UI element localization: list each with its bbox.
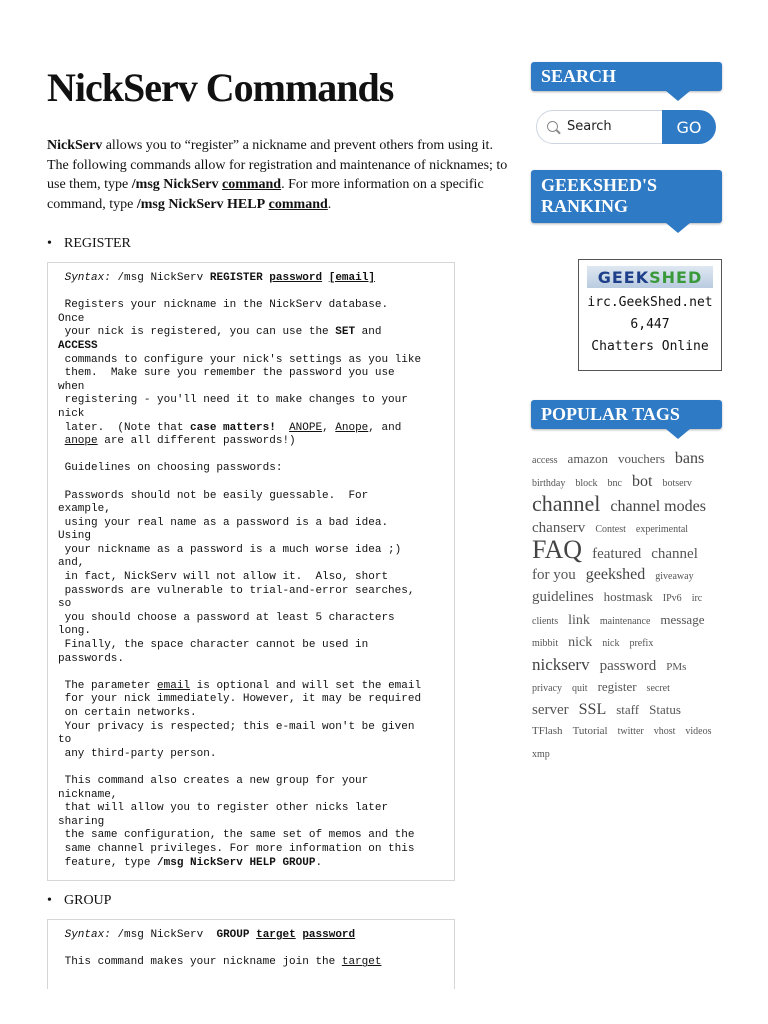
syntax-arg-email: [email] — [328, 272, 375, 284]
tag-link[interactable]: nick — [602, 638, 620, 649]
tag-link[interactable]: IPv6 — [662, 593, 682, 604]
ranking-heading: GEEKSHED'S RANKING — [531, 170, 722, 223]
syntax-cmd: /msg NickServ — [117, 929, 204, 942]
search-heading: SEARCH — [531, 62, 722, 91]
register-text-1: Registers your nickname in the NickServ database. Once your nick is registered, you can use the — [58, 299, 389, 339]
text-and: and — [355, 326, 382, 339]
register-text-4: is optional and will set the email for your nick immediately. However, it may be required on certain networks. Your privacy is respected; this e-mail won't be given to any third-party person. This command also creates a new group for your nickname, that will allow you to register other nicks later sharing the same configuration, the same set of memos and the same channel privileges. For more information on this feature, type — [58, 679, 422, 869]
intro-cmd: /msg NickServ — [131, 177, 219, 192]
case-matters: case matters! — [190, 421, 276, 434]
tag-link[interactable]: twitter — [617, 726, 644, 737]
tag-link[interactable]: vhost — [653, 726, 676, 737]
tag-link[interactable]: server — [532, 701, 569, 718]
intro-end: . — [327, 196, 332, 212]
tag-link[interactable]: block — [575, 477, 598, 489]
tag-link[interactable]: chanserv — [532, 519, 586, 536]
intro-text-2: . For more information on a specific command, type — [47, 177, 484, 212]
go-button[interactable]: GO — [662, 110, 716, 144]
tag-link[interactable]: link — [568, 612, 590, 628]
intro-command-link[interactable]: command — [221, 177, 282, 192]
tag-link[interactable]: giveaway — [655, 570, 694, 582]
register-text-3: are all different passwords!) Guidelines on choosing passwords: Passwords should not be easily guessable. For example, using your real name as a password is a bad idea. Using your nickname as a password is a much worse idea ;) and, in fact, NickServ will not allow it. Also, short passwords are vulnerable to trial-and-error searches, so you should choose a password at least 5 characters long. Finally, the space character cannot be used in passwords. The parameter — [58, 435, 415, 692]
anope-1: ANOPE — [289, 421, 323, 434]
syntax-arg-password: password — [269, 272, 323, 284]
ranking-host: irc.GeekShed.net — [587, 295, 713, 310]
tag-link[interactable]: geekshed — [585, 565, 646, 583]
tag-link[interactable]: vouchers — [617, 451, 665, 466]
register-end: . — [315, 856, 323, 869]
main-content — [47, 62, 517, 989]
section-register-heading: • REGISTER — [47, 236, 131, 251]
syntax-label: Syntax: — [64, 929, 111, 942]
tag-link[interactable]: bnc — [607, 477, 622, 489]
section-name: GROUP — [64, 893, 112, 909]
tag-link[interactable]: hostmask — [603, 589, 653, 604]
tag-link[interactable]: Contest — [595, 523, 626, 535]
tag-link[interactable]: PMs — [666, 660, 687, 673]
email-param: email — [157, 679, 191, 692]
ranking-count: 6,447 — [630, 317, 670, 332]
search-widget — [531, 62, 722, 91]
tag-link[interactable]: bot — [632, 472, 653, 490]
tag-link[interactable]: quit — [572, 683, 588, 694]
intro-command-link-2[interactable]: command — [268, 196, 328, 212]
tag-link[interactable]: FAQ — [532, 535, 583, 564]
tag-link[interactable]: experimental — [635, 523, 689, 535]
tag-link[interactable]: botserv — [662, 477, 692, 489]
tag-link[interactable]: irc — [691, 593, 703, 604]
tag-link[interactable]: channel — [651, 546, 698, 562]
register-code-block: Syntax: /msg NickServ REGISTER password [email] Registers your nickname in the NickServ database. Once your nick is registered, you can use the SET and ACCESS commands to configure your nick's settings as you like them. Make sure you remember the password you use when registering - you'll need it to make changes to your nick later. (Note that case matters! ANOPE, Anope, and anope are all different passwords!) Guidelines on choosing passwords: Passwords should not be easily guessable. For example, using your real name as a password is a bad idea. Using your nickname as a password is a much worse idea ;) and, in fact, NickServ will not allow it. Also, short passwords are vulnerable to trial-and-error searches, so you should choose a password at least 5 characters long. Finally, the space character cannot be used in passwords. The parameter email is optional and will set the email for your nick immediately. However, it may be required on certain networks. Your privacy is respected; this e-mail won't be given to any third-party person. This command also creates a new group for your nickname, that will allow you to register other nicks later sharing the same configuration, the same set of memos and the same channel privileges. For more information on this feature, type /msg NickServ HELP GROUP. — [47, 262, 455, 881]
tags-widget — [531, 400, 722, 429]
syntax-label: Syntax: — [64, 272, 111, 284]
tag-link[interactable]: TFlash — [532, 725, 563, 737]
logo-part-b: SHED — [649, 267, 703, 287]
intro-paragraph — [47, 136, 515, 214]
tag-link[interactable]: featured — [592, 546, 642, 562]
logo-part-a: GEEK — [597, 267, 650, 287]
syntax-keyword: GROUP — [216, 929, 250, 942]
tag-link[interactable]: bans — [674, 450, 705, 467]
ranking-badge[interactable] — [578, 259, 722, 371]
syntax-cmd: /msg NickServ — [117, 272, 204, 284]
tag-cloud — [532, 449, 722, 765]
tag-link[interactable]: channel modes — [610, 498, 706, 515]
ranking-widget — [531, 170, 722, 223]
group-text-1: This command makes your nickname join the — [64, 956, 342, 969]
tag-link[interactable]: videos — [685, 726, 712, 737]
tag-link[interactable]: birthday — [532, 477, 566, 489]
anope-3: anope — [64, 435, 98, 448]
tag-link[interactable]: message — [660, 611, 705, 627]
tag-link[interactable]: access — [532, 455, 558, 466]
search-field[interactable] — [536, 110, 671, 144]
tag-link[interactable]: secret — [646, 683, 670, 694]
ranking-caption: Chatters Online — [591, 339, 709, 354]
search-icon — [547, 121, 558, 132]
section-group-heading: • GROUP — [47, 893, 112, 909]
register-text-2: commands to configure your nick's settings as you like them. Make sure you remember the password you use when registering - you'll need it to make changes to your nick later. (Note that — [58, 353, 422, 434]
section-name: REGISTER — [64, 236, 131, 251]
tag-link[interactable]: nickserv — [532, 654, 590, 674]
intro-help-cmd: /msg NickServ HELP — [136, 196, 266, 212]
geekshed-logo — [587, 266, 713, 288]
tag-link[interactable]: nick — [568, 635, 593, 650]
tag-link[interactable]: staff — [616, 701, 640, 717]
tag-link[interactable]: Tutorial — [572, 725, 608, 737]
anope-2: Anope — [335, 421, 369, 434]
syntax-arg-target: target — [256, 929, 296, 942]
tag-link[interactable]: mibbit — [532, 638, 559, 649]
tag-link[interactable]: maintenance — [599, 615, 651, 627]
syntax-arg-password: password — [302, 929, 356, 942]
tag-link[interactable]: privacy — [532, 683, 562, 694]
kw-set: SET — [335, 326, 356, 339]
intro-text: allows you to “register” a nickname and prevent others from using it. The following commands allow for registration and maintenance of nicknames; to use them, type — [47, 138, 508, 192]
tag-link[interactable]: Status — [649, 701, 681, 717]
tags-heading: POPULAR TAGS — [531, 400, 722, 429]
tag-link[interactable]: channel — [532, 491, 601, 516]
tag-link[interactable]: SSL — [578, 700, 607, 718]
target-param: target — [341, 956, 382, 969]
group-code-block — [47, 919, 455, 989]
kw-access: ACCESS — [58, 339, 98, 352]
tag-link[interactable]: amazon — [567, 451, 608, 466]
syntax-keyword: REGISTER — [209, 272, 263, 284]
tag-link[interactable]: clients — [532, 615, 559, 627]
search-form — [536, 110, 716, 144]
tag-link[interactable]: register — [597, 679, 637, 694]
intro-nickserv: NickServ — [47, 138, 103, 153]
tag-link[interactable]: xmp — [532, 748, 550, 760]
tag-link[interactable]: password — [599, 657, 657, 674]
page-title: NickServ Commands — [47, 65, 394, 110]
tag-link[interactable]: prefix — [629, 638, 654, 649]
tag-link[interactable]: for you — [532, 566, 576, 583]
help-group-cmd: /msg NickServ HELP GROUP — [157, 856, 316, 869]
search-input[interactable] — [565, 118, 669, 135]
tag-link[interactable]: guidelines — [532, 589, 594, 605]
